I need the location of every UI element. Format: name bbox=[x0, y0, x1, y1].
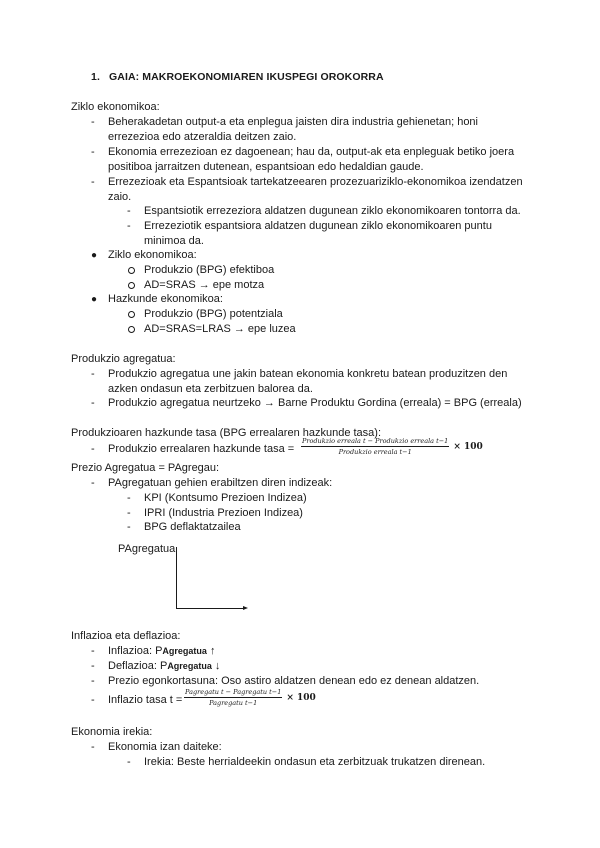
irekia-heading: Ekonomia irekia: bbox=[71, 726, 153, 738]
dash-marker: - bbox=[91, 443, 95, 455]
bullet-dot-icon: ● bbox=[91, 294, 98, 305]
egonkortasuna-item: Prezio egonkortasuna: Oso astiro aldatzen denean edo ez denean aldatzen. bbox=[108, 675, 480, 687]
chart-x-axis-arrow-icon bbox=[243, 606, 248, 610]
circle-bullet-icon bbox=[128, 267, 135, 274]
hazkunde-tasa-formula bbox=[301, 437, 483, 456]
bullet-dot-icon: ● bbox=[91, 250, 98, 261]
produkzio-item-1-line-2: azken ondasun eta zerbitzuen balorea da. bbox=[108, 383, 313, 395]
dash-marker: - bbox=[91, 146, 95, 158]
chart-y-label: PAgregatua bbox=[118, 543, 176, 555]
dash-marker: - bbox=[127, 220, 131, 232]
dash-marker: - bbox=[91, 397, 95, 409]
ziklo-subitem-2-line-1: Errezeziotik espantsiora aldatzen dugunean ziklo ekonomikoaren puntu bbox=[144, 220, 492, 232]
dash-marker: - bbox=[91, 176, 95, 188]
dash-marker: - bbox=[127, 205, 131, 217]
produkzio-item-1-line-1: Produkzio agregatua une jakin batean ekonomia konkretu batean produzitzen den bbox=[108, 368, 508, 380]
ziklo-item-2-line-2: positiboa jarraitzen dutenean, espantsioan edo hedaldian gaude. bbox=[108, 161, 424, 173]
deflazioa-item bbox=[108, 660, 220, 673]
irekia-subitem: Irekia: Beste herrialdeekin ondasun eta zerbitzuak trukatzen direnean. bbox=[144, 756, 486, 768]
inflazio-tasa-formula bbox=[184, 688, 316, 707]
prezio-intro: PAgregatuan gehien erabiltzen diren indizeak: bbox=[108, 477, 333, 489]
chart-y-axis bbox=[176, 547, 177, 609]
ziklo-bullet-item-2: AD=SRAS → epe motza bbox=[144, 279, 265, 291]
hazkunde-bullet-item-1: Produkzio (BPG) potentziala bbox=[144, 308, 283, 320]
dash-marker: - bbox=[127, 492, 131, 504]
circle-bullet-icon bbox=[128, 311, 135, 318]
ziklo-item-3-line-1: Errezezioak eta Espantsioak tartekatzeearen prozezuariziklo-ekonomikoa izendatzen bbox=[108, 176, 523, 188]
ziklo-bullet-label: Ziklo ekonomikoa: bbox=[108, 249, 197, 261]
section-number: 1. bbox=[91, 71, 100, 83]
dash-marker: - bbox=[127, 507, 131, 519]
page-title: GAIA: MAKROEKONOMIAREN IKUSPEGI OROKORRA bbox=[109, 71, 384, 83]
formula-numerator: Pagregatu t − Pagregatu t−1 bbox=[185, 688, 282, 696]
inflazioa-heading: Inflazioa eta deflazioa: bbox=[71, 630, 181, 642]
inflazioa-item bbox=[108, 645, 216, 658]
chart-x-axis bbox=[176, 608, 244, 609]
hazkunde-tasa-heading: Produkzioaren hazkunde tasa (BPG errealaren hazkunde tasa): bbox=[71, 427, 382, 439]
hazkunde-tasa-label: Produkzio errealaren hazkunde tasa = bbox=[108, 443, 295, 455]
dash-marker: - bbox=[91, 675, 95, 687]
irekia-item: Ekonomia izan daiteke: bbox=[108, 741, 222, 753]
circle-bullet-icon bbox=[128, 326, 135, 333]
prezio-index-1: KPI (Kontsumo Prezioen Indizea) bbox=[144, 492, 307, 504]
dash-marker: - bbox=[91, 645, 95, 657]
dash-marker: - bbox=[127, 756, 131, 768]
formula-numerator: Produkzio erreala t − Produkzio erreala t−1 bbox=[302, 437, 449, 445]
prezio-index-2: IPRI (Industria Prezioen Indizea) bbox=[144, 507, 303, 519]
ziklo-bullet-item-1: Produkzio (BPG) efektiboa bbox=[144, 264, 275, 276]
produkzio-heading: Produkzio agregatua: bbox=[71, 353, 176, 365]
circle-bullet-icon bbox=[128, 282, 135, 289]
formula-multiplier: × 100 bbox=[286, 692, 316, 703]
ziklo-item-2-line-1: Ekonomia errezezioan ez dagoenean; hau da, output-ak eta enpleguak betiko joera bbox=[108, 146, 515, 158]
dash-marker: - bbox=[91, 116, 95, 128]
deflazioa-subscript: Agregatua bbox=[167, 661, 212, 671]
ziklo-heading: Ziklo ekonomikoa: bbox=[71, 101, 160, 113]
inflazioa-subscript: Agregatua bbox=[162, 646, 207, 656]
ziklo-subitem-1: Espantsiotik errezeziora aldatzen dugunean ziklo ekonomikoaren tontorra da. bbox=[144, 205, 521, 217]
arrow-up-icon: ↑ bbox=[210, 645, 216, 657]
ziklo-item-1-line-1: Beherakadetan output-a eta enplegua jaisten dira industria gehienetan; honi bbox=[108, 116, 478, 128]
formula-denominator: Pagregatu t−1 bbox=[209, 699, 258, 707]
inflazioa-prefix: Inflazioa: P bbox=[108, 645, 163, 657]
ziklo-item-3-line-2: zaio. bbox=[108, 191, 132, 203]
inflazio-tasa-label: Inflazio tasa t = bbox=[108, 694, 183, 706]
ziklo-item-1-line-2: errezezioa edo atzeraldia deitzen zaio. bbox=[108, 131, 297, 143]
formula-multiplier: × 100 bbox=[453, 441, 483, 452]
prezio-index-3: BPG deflaktatzailea bbox=[144, 521, 241, 533]
formula-denominator: Produkzio erreala t−1 bbox=[338, 448, 412, 456]
dash-marker: - bbox=[91, 368, 95, 380]
dash-marker: - bbox=[91, 660, 95, 672]
dash-marker: - bbox=[127, 521, 131, 533]
arrow-down-icon: ↓ bbox=[214, 660, 221, 672]
deflazioa-prefix: Deflazioa: P bbox=[108, 660, 168, 672]
dash-marker: - bbox=[91, 694, 95, 706]
produkzio-item-2: Produkzio agregatua neurtzeko → Barne Produktu Gordina (erreala) = BPG (erreala) bbox=[108, 397, 522, 409]
prezio-heading: Prezio Agregatua = PAgregau: bbox=[71, 462, 220, 474]
ziklo-subitem-2-line-2: minimoa da. bbox=[144, 235, 204, 247]
hazkunde-bullet-label: Hazkunde ekonomikoa: bbox=[108, 293, 223, 305]
dash-marker: - bbox=[91, 741, 95, 753]
dash-marker: - bbox=[91, 477, 95, 489]
hazkunde-bullet-item-2: AD=SRAS=LRAS → epe luzea bbox=[144, 323, 296, 335]
